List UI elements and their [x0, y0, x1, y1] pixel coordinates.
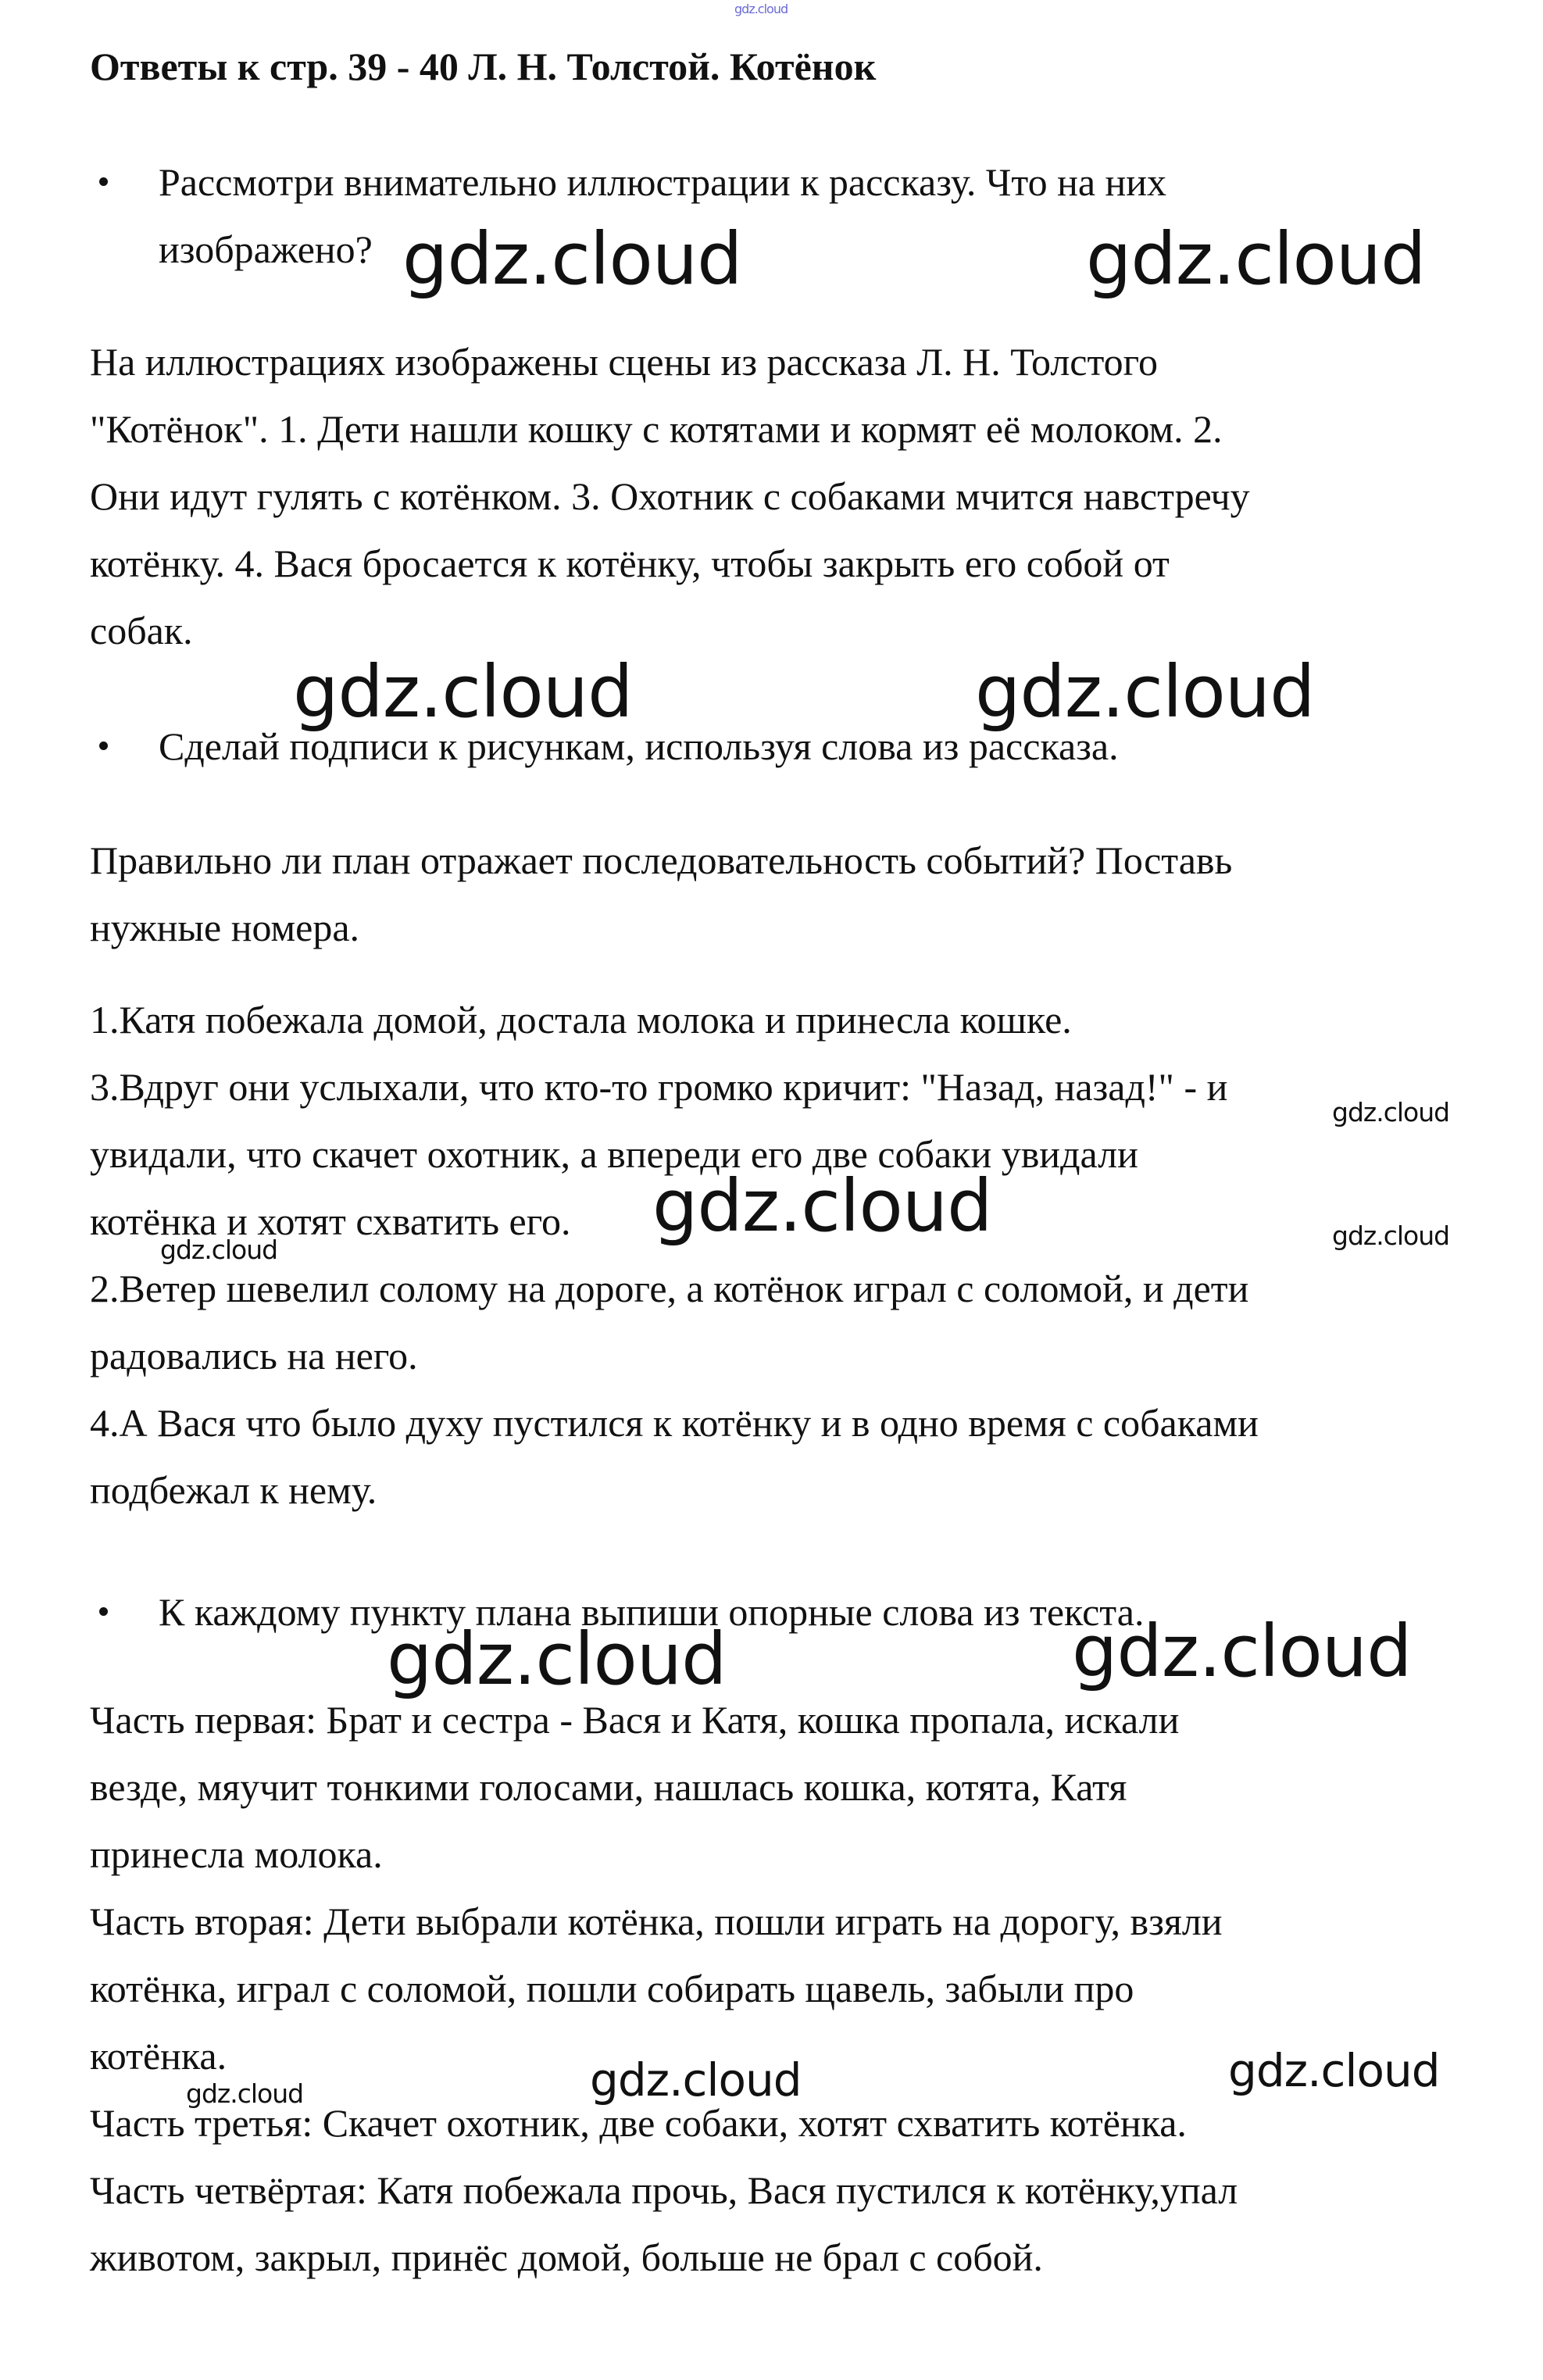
- answer-1-line: собак.: [90, 609, 193, 652]
- watermark: gdz.cloud: [1072, 1610, 1412, 1693]
- watermark: gdz.cloud: [402, 217, 742, 301]
- watermark: gdz.cloud: [1228, 2044, 1440, 2097]
- plan-line: увидали, что скачет охотник, а впереди его две собаки увидали: [90, 1132, 1138, 1176]
- plan-line: 1.Катя побежала домой, достала молока и принесла кошке.: [90, 998, 1072, 1042]
- subquestion-2-line: Правильно ли план отражает последовательность событий? Поставь: [90, 838, 1233, 882]
- watermark: gdz.cloud: [160, 1235, 278, 1265]
- question-2: Сделай подписи к рисункам, используя слова из рассказа.: [159, 724, 1119, 768]
- plan-line: радовались на него.: [90, 1334, 418, 1378]
- part-line: принесла молока.: [90, 1832, 383, 1876]
- watermark: gdz.cloud: [186, 2078, 304, 2109]
- watermark: gdz.cloud: [1086, 217, 1426, 301]
- answer-1-line: "Котёнок". 1. Дети нашли кошку с котятами и кормят её молоком. 2.: [90, 407, 1223, 451]
- plan-list: [90, 986, 1465, 1524]
- plan-line: котёнка и хотят схватить его.: [90, 1199, 571, 1243]
- bullet-dot: [99, 742, 108, 750]
- plan-line: 2.Ветер шевелил солому на дороге, а котёнок играл с соломой, и дети: [90, 1267, 1249, 1310]
- watermark: gdz.cloud: [975, 650, 1315, 734]
- watermark: gdz.cloud: [1332, 1220, 1450, 1251]
- question-1-line-1: Рассмотри внимательно иллюстрации к рассказу. Что на них: [159, 160, 1167, 204]
- parts-list: [90, 1686, 1465, 2291]
- subquestion-2: [90, 827, 1465, 961]
- plan-line: 3.Вдруг они услыхали, что кто-то громко кричит: "Назад, назад!" - и: [90, 1065, 1228, 1109]
- part-line: Часть четвёртая: Катя побежала прочь, Вася пустился к котёнку,упал: [90, 2168, 1238, 2212]
- watermark: gdz.cloud: [387, 1617, 727, 1701]
- answer-1: [90, 328, 1465, 664]
- part-line: животом, закрыл, принёс домой, больше не брал с собой.: [90, 2235, 1043, 2279]
- question-1-line-2: изображено?: [159, 227, 373, 271]
- plan-line: 4.А Вася что было духу пустился к котёнку и в одно время с собаками: [90, 1401, 1259, 1445]
- part-line: Часть первая: Брат и сестра - Вася и Катя, кошка пропала, искали: [90, 1698, 1180, 1742]
- watermark: gdz.cloud: [652, 1164, 992, 1248]
- part-line: везде, мяучит тонкими голосами, нашлась кошка, котята, Катя: [90, 1765, 1127, 1809]
- watermark: gdz.cloud: [293, 650, 633, 734]
- bullet-dot: [99, 1607, 108, 1616]
- answer-1-line: На иллюстрациях изображены сцены из рассказа Л. Н. Толстого: [90, 340, 1158, 384]
- page-title: Ответы к стр. 39 - 40 Л. Н. Толстой. Котёнок: [90, 45, 877, 88]
- bullet-dot: [99, 177, 108, 186]
- part-line: котёнка.: [90, 2034, 227, 2078]
- part-line: Часть третья: Скачет охотник, две собаки, хотят схватить котёнка.: [90, 2101, 1187, 2145]
- watermark: gdz.cloud: [590, 2053, 802, 2107]
- watermark: gdz.cloud: [1332, 1097, 1450, 1127]
- part-line: Часть вторая: Дети выбрали котёнка, пошли играть на дорогу, взяли: [90, 1899, 1223, 1943]
- answer-1-line: Они идут гулять с котёнком. 3. Охотник с собаками мчится навстречу: [90, 474, 1250, 518]
- subquestion-2-line: нужные номера.: [90, 906, 360, 949]
- question-3: К каждому пункту плана выпиши опорные слова из текста.: [159, 1590, 1145, 1634]
- part-line: котёнка, играл с соломой, пошли собирать щавель, забыли про: [90, 1967, 1134, 2010]
- plan-line: подбежал к нему.: [90, 1468, 377, 1512]
- answer-1-line: котёнку. 4. Вася бросается к котёнку, чтобы закрыть его собой от: [90, 541, 1170, 585]
- top-watermark: gdz.cloud: [734, 2, 788, 16]
